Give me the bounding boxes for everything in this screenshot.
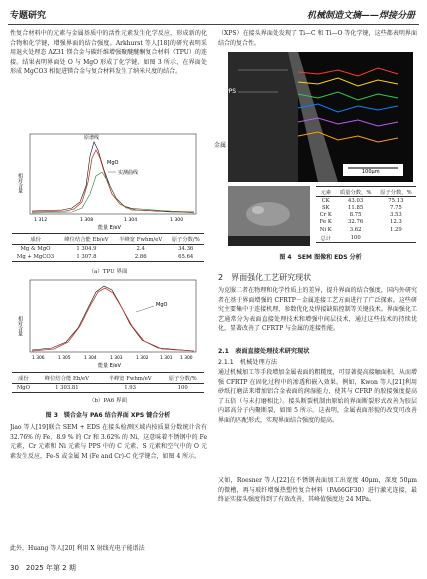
table-cell: Mg + MgCO3 xyxy=(16,254,55,260)
col-header: 半峰宽 Fwhm/eV xyxy=(108,376,152,382)
table-cell: 2.4 xyxy=(136,246,145,252)
xps-b-fit-curve xyxy=(32,288,194,351)
xps-a-frame xyxy=(30,134,196,214)
table-cell: 1.29 xyxy=(389,226,402,233)
header-rule xyxy=(8,24,419,25)
xps-a-table-wrap xyxy=(12,233,204,262)
xps-chart-b xyxy=(12,276,204,370)
table-cell: 3.53 xyxy=(389,212,402,219)
xps-b-tick: 1 301 xyxy=(160,356,173,361)
left-bottom-paragraph: Jiao 等人[19]联合 SEM + EDS 在接头检测区域内按质量分数统计含有 32.76% 的 Fe、8.9 % 的 Cr 和 3.62% 的 Ni，这意味着不锈钢中的 Fe 元素，Cr 元素和 Ni 元素与 PPS 中的 C 元素、S 元素和空气中的 O 元素发生反应，Fe-S 或金属 M (Fe and Cr)-C 化学键合，如图 4 所示。 xyxy=(10,424,207,460)
pps-label: PPS xyxy=(225,88,237,95)
xps-b-tick: 1 302 xyxy=(136,356,149,361)
col-header: 原子分数/% xyxy=(171,237,200,243)
xps-b-tick: 1 306 xyxy=(32,356,45,361)
section-2-1-1-paragraph-2: 又如，Roesner 等人[22]在不锈钢表面加工出宽度 40μm，深度 50μm 的微槽，再与玻纤增强热塑性复合材料（PA66GF30）进行激光连接，最终证实接头强度得到了有效改善，其峰值强度达 24 MPa。 xyxy=(218,477,417,504)
xps-b-frame xyxy=(30,280,196,352)
table-cell: 1.93 xyxy=(124,385,137,391)
table-cell: 总计 xyxy=(320,235,332,242)
table-row xyxy=(316,219,416,226)
table-row xyxy=(316,212,416,219)
table-cell: CK xyxy=(321,197,330,204)
table-cell: SK xyxy=(321,204,330,211)
section-2-paragraph: 为克服二者在物理和化学性质上的差异，提升界面的结合强度，国内外研究者在基于界面增强的 CFRTP－金属连接工艺方面进行了广泛探索。这些研究主要集中于连接机理、参数优化及焊接缺陷控制等关键技术。界面强化工艺通常分为表面直接处理技术和增强中间层技术，通过这些技术的持续优化，显著改善了 CFRTP 与金属的连接性能。 xyxy=(218,287,417,333)
table-cell: 34.36 xyxy=(178,246,194,252)
table-cell: 3.62 xyxy=(349,226,362,233)
table-row xyxy=(316,197,416,205)
col-header: 半峰宽 Fwhm/eV xyxy=(119,237,163,243)
xps-b-tick: 1 305 xyxy=(58,356,71,361)
table-cell: 1 303.81 xyxy=(55,385,79,391)
table-cell: 43.03 xyxy=(348,197,364,204)
xps-b-ylabel: 相对含量 xyxy=(17,316,23,336)
col-header: 原子分数，% xyxy=(380,189,412,196)
col-header: 成份 xyxy=(30,237,41,243)
xps-chart-a xyxy=(12,128,204,232)
table-cell: 8.75 xyxy=(349,212,362,219)
xps-b-table-wrap xyxy=(12,372,204,393)
table-cell: Cr K xyxy=(319,212,332,219)
xps-a-mgo-label: MgO xyxy=(107,160,119,166)
table-row xyxy=(316,233,416,243)
xps-a-fit-label: 实测曲线 xyxy=(118,170,139,176)
table-cell: 11.85 xyxy=(348,204,364,211)
fig4-caption: 图 4 SEM 图像和 EDS 分析 xyxy=(279,254,362,261)
xps-a-mgo-curve xyxy=(32,172,194,213)
section-2-1-1-paragraph: 通过机械加工等手段增加金属表面的粗糙度，可显著提高接触面积，从而增强 CFRTP 在固化过程中的渗透和嵌入效果。例如，Kwon 等人[21]利用砂纸打磨法来增加铝合金表面的润湿能力，使其与 CFRP 的胶接强度提高了五倍（与未打磨相比）。接头断裂机制由原始的界面断裂形式改善为胶层内部高分子内聚断裂，如图 5 所示。这表明，金属表面形貌的改变可改善界面的匹配形式，实现界面结合强度的提高。 xyxy=(218,369,417,424)
table-cell xyxy=(376,233,416,243)
xps-b-tick: 1 304 xyxy=(84,356,97,361)
scale-label: 100μm xyxy=(362,169,380,175)
xps-a-tick: 1 312 xyxy=(34,218,48,223)
table-cell: Mg & MgO xyxy=(20,246,51,252)
col-header: 峰位结合能 Eb/eV xyxy=(44,376,89,382)
fig3-caption: 图 3 镁合金与 PA6 结合界面 XPS 键合分析 xyxy=(45,412,171,419)
table-cell: 100 xyxy=(177,385,188,391)
section-title: 专题研究 xyxy=(10,11,47,21)
col-header: 质量分数，% xyxy=(339,189,372,196)
sem-spot-image xyxy=(228,186,310,246)
section-2-heading: 2 界面强化工艺研究现状 xyxy=(218,273,312,282)
table-cell: 1 307.8 xyxy=(76,254,97,260)
table-row xyxy=(12,245,204,254)
xps-a-xlabel: 能量 E/eV xyxy=(98,225,121,231)
col-header: 成份 xyxy=(18,376,29,382)
xps-a-tick: 1 308 xyxy=(80,218,94,223)
eds-table-wrap xyxy=(316,186,416,243)
table-cell: Fe K xyxy=(319,219,332,226)
sem-map-image xyxy=(214,52,413,182)
table-cell: Ni K xyxy=(319,226,332,233)
xps-b-mgo-label: MgO xyxy=(156,302,168,308)
xps-a-caption: （a）TPU 界面 xyxy=(88,269,128,275)
xps-a-ylabel: 相对含量 xyxy=(17,173,23,193)
right-intro-paragraph: （XPS）在接头界面处发现了 Ti—C 和 Ti—O 等化学键，这些都表明界面结合的复合性。 xyxy=(218,30,417,47)
page-footer: 30 2025 年第 2 期 xyxy=(10,564,76,572)
table-row xyxy=(316,204,416,211)
table-row xyxy=(316,226,416,233)
table-cell: 100 xyxy=(350,234,361,241)
table-cell: 2.86 xyxy=(134,254,147,260)
section-2-1-1-heading: 2.1.1 机械处理方法 xyxy=(218,359,278,366)
xps-a-raw-label: 原谱线 xyxy=(84,135,100,141)
xps-b-table xyxy=(12,372,204,393)
xps-b-caption: （b）PA6 界面 xyxy=(89,398,127,404)
xps-a-tick: 1 304 xyxy=(124,218,138,223)
table-cell: 65.64 xyxy=(178,254,194,260)
left-intro-paragraph: 性复合材料中的元素与金属基质中的活性元素发生化学反应，形成新的化合物和化学键，增强界面的结合强度。Arkhurst 等人[18]的研究表明采用退火处理态 AZ31 镁合金与碳纤维增强聚醚醚酮复合材料（TPU）的连接。结果表明界面处 O 与 MgO 形成了化学键，如图 3 所示，在界面处形成 MgCO3 相促进镁合金与复合材料发生了纳米尺度的结合。 xyxy=(10,30,207,76)
xps-b-xlabel: 能量 E/eV xyxy=(98,363,121,369)
col-header: 原子分数/% xyxy=(168,376,197,382)
table-cell: 32.76 xyxy=(348,219,364,226)
left-last-line: 此外，Huang 等人[20] 利用 X 射线光电子能谱法 xyxy=(10,545,145,552)
table-row xyxy=(12,253,204,262)
xps-a-tick: 1 300 xyxy=(170,218,184,223)
table-cell: MgO xyxy=(16,385,30,391)
eds-table xyxy=(316,186,416,243)
xps-a-raw-curve xyxy=(32,142,194,212)
metal-label: 金属 xyxy=(214,142,227,149)
xps-b-tick: 1 303 xyxy=(110,356,123,361)
section-2-1-heading: 2.1 表面直接处理技术研究现状 xyxy=(218,348,310,355)
col-header: 峰位结合能 Eb/eV xyxy=(64,237,109,243)
col-header: 元素 xyxy=(320,189,332,196)
journal-title: 机械制造文摘——焊接分册 xyxy=(306,11,415,21)
xps-b-raw-curve xyxy=(32,286,194,351)
table-cell: 12.3 xyxy=(389,219,402,226)
xps-a-table xyxy=(12,233,204,262)
xps-b-tick: 1 300 xyxy=(180,356,193,361)
table-cell: 75.13 xyxy=(388,197,404,204)
table-cell: 1 304.9 xyxy=(76,246,97,252)
table-row xyxy=(12,384,204,393)
table-cell: 7.75 xyxy=(389,204,402,211)
